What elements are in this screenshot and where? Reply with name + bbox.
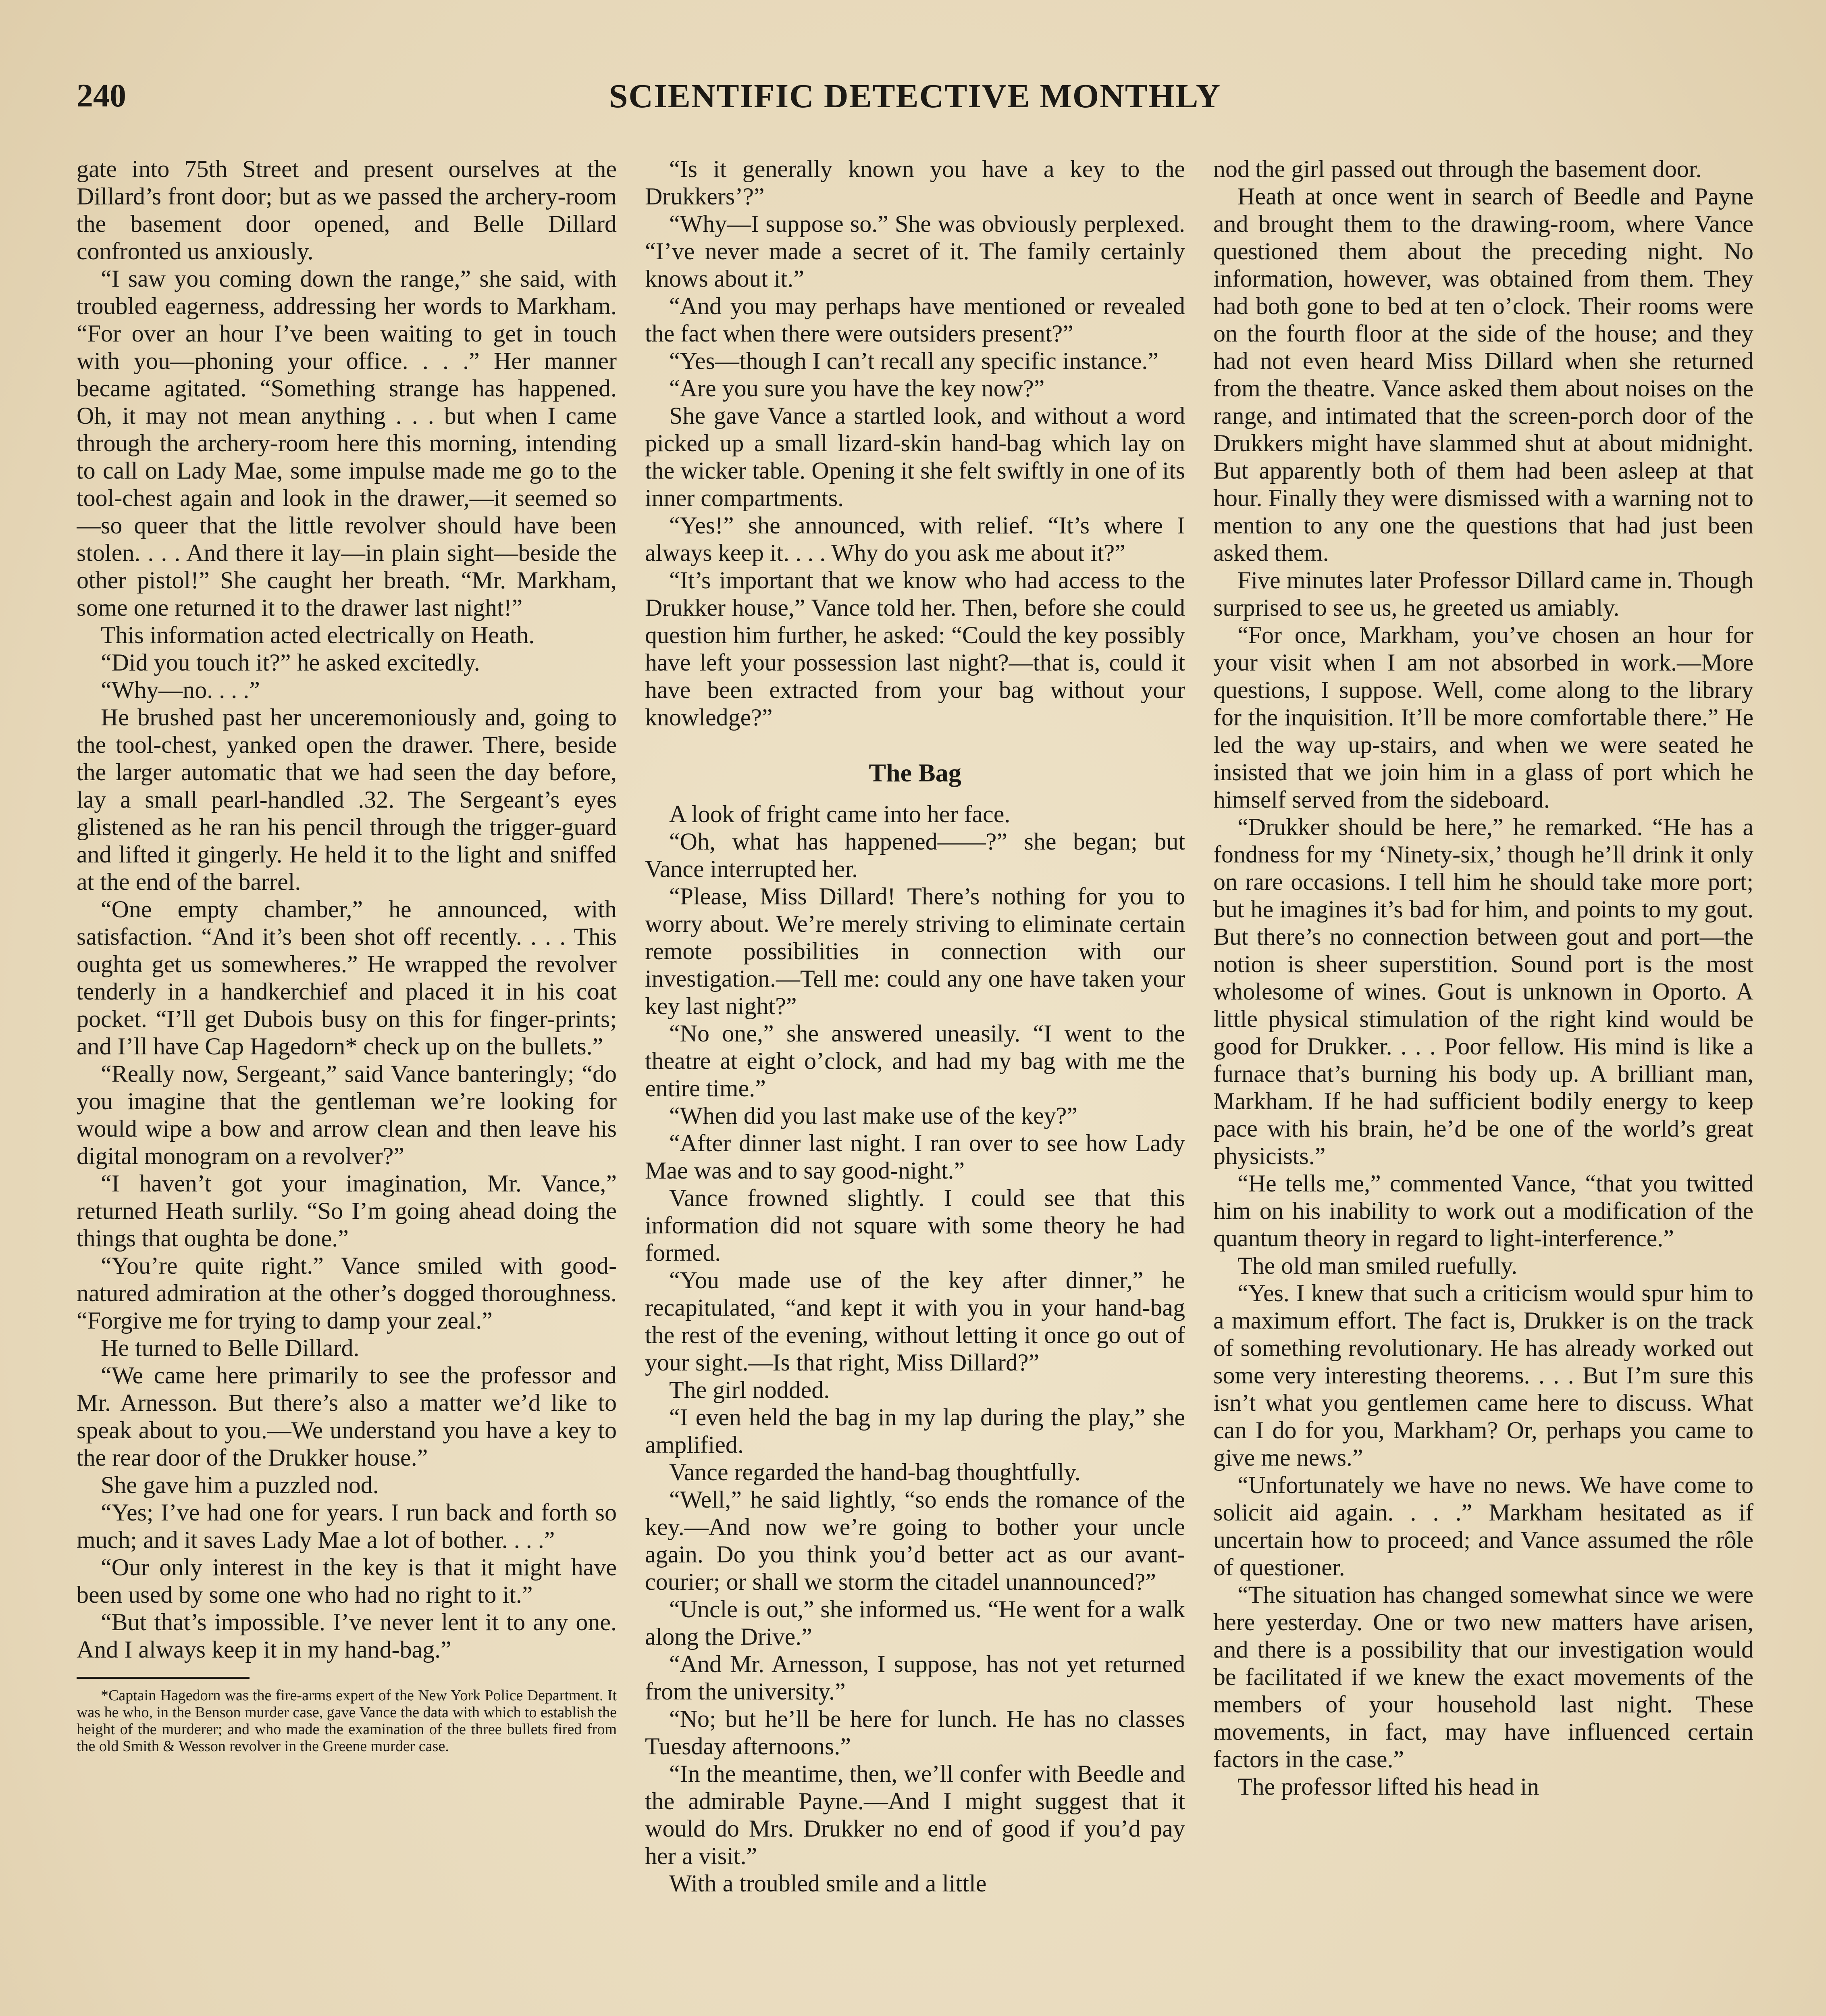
paragraph: She gave him a puzzled nod. — [101, 1472, 379, 1498]
paragraph: Vance frowned slightly. I could see that this information did not square with some theory he had formed. — [645, 1185, 1185, 1266]
paragraph: “Did you touch it?” he asked excitedly. — [101, 649, 480, 676]
paragraph: “I saw you coming down the range,” she said, with troubled eagerness, addressing her words to Markham. “For over an hour I’ve been waiting to get in touch with you—phoning your office. . . .” Her manner became agitated. “Something strange has happened. Oh, it may not mean anything . . . but when I came through the archery-room here this morning, intending to call on Lady Mae, some impulse made me go to the tool-chest again and look in the drawer,—it seemed so—so queer that the little revolver should have been stolen. . . . And there it lay—in plain sight—beside the other pistol!” She caught her breath. “Mr. Markham, some one returned it to the drawer last night!” — [77, 265, 617, 621]
paragraph: “Unfortunately we have no news. We have come to solicit aid again. . . .” Markham hesitated as if uncertain how to proceed; and Vance assumed the rôle of questioner. — [1213, 1472, 1753, 1581]
paragraph: He turned to Belle Dillard. — [101, 1335, 360, 1361]
paragraph: “You made use of the key after dinner,” he recapitulated, “and kept it with you in your hand-bag the rest of the evening, without letting it once go out of your sight.—Is that right, Miss Dillard?” — [645, 1267, 1185, 1376]
paragraph: Heath at once went in search of Beedle and Payne and brought them to the drawing-room, where Vance questioned them about the preceding night. No information, however, was obtained from them. They had both gone to bed at ten o’clock. Their rooms were on the fourth floor at the side of the house; and they had not even heard Miss Dillard when she returned from the theatre. Vance asked them about noises on the range, and intimated that the screen-porch door of the Drukkers might have slammed shut at about midnight. But apparently both of them had been asleep at that hour. Finally they were dismissed with a warning not to mention to any one the questions that had just been asked them. — [1213, 183, 1753, 566]
paragraph: “Oh, what has happened——?” she began; but Vance interrupted her. — [645, 828, 1185, 882]
paragraph: “Really now, Sergeant,” said Vance banteringly; “do you imagine that the gentleman we’re looking for would wipe a bow and arrow clean and then leave his digital monogram on a revolver?” — [77, 1060, 617, 1169]
paragraph: With a troubled smile and a little — [669, 1870, 987, 1897]
paragraph: “Please, Miss Dillard! There’s nothing for you to worry about. We’re merely striving to eliminate certain remote possibilities in connection with our investigation.—Tell me: could any one have taken your key last night?” — [645, 883, 1185, 1019]
column-3 — [1213, 155, 1753, 2016]
paragraph: “Yes. I knew that such a criticism would spur him to a maximum effort. The fact is, Drukker is on the track of something revolutionary. He has already worked out some very interesting theorems. . . . But I’m sure this isn’t what you gentlemen came here to discuss. What can I do for you, Markham? Or, perhaps you came to give me news.” — [1213, 1280, 1753, 1471]
column-2 — [645, 155, 1185, 2016]
paragraph: “He tells me,” commented Vance, “that you twitted him on his inability to work out a modification of the quantum theory in regard to light-interference.” — [1213, 1170, 1753, 1252]
footnote: *Captain Hagedorn was the fire-arms expert of the New York Police Department. It was he who, in the Benson murder case, gave Vance the data with which to establish the height of the murderer; and who made the examination of the three bullets fired from the old Smith & Wesson revolver in the Greene murder case. — [77, 1687, 617, 1755]
paragraph: “After dinner last night. I ran over to see how Lady Mae was and to say good-night.” — [645, 1130, 1185, 1184]
paragraph: gate into 75th Street and present ourselves at the Dillard’s front door; but as we passed the archery-room the basement door opened, and Belle Dillard confronted us anxiously. — [77, 156, 617, 264]
paragraph: “Uncle is out,” she informed us. “He went for a walk along the Drive.” — [645, 1596, 1185, 1650]
paragraph: “Well,” he said lightly, “so ends the romance of the key.—And now we’re going to bother your uncle again. Do you think you’d better act as our avant-courier; or shall we storm the citadel unannounced?” — [645, 1486, 1185, 1595]
page-header — [77, 77, 1753, 121]
paragraph: This information acted electrically on Heath. — [101, 622, 535, 648]
paragraph: “One empty chamber,” he announced, with satisfaction. “And it’s been shot off recently. . . . This oughta get us somewheres.” He wrapped the revolver tenderly in a handkerchief and placed it in his coat pocket. “I’ll get Dubois busy on this for finger-prints; and I’ll have Cap Hagedorn* check up on the bullets.” — [77, 896, 617, 1060]
paragraph: “The situation has changed somewhat since we were here yesterday. One or two new matters have arisen, and there is a possibility that our investigation would be facilitated if we knew the exact movements of the members of your household last night. These movements, in fact, may have influenced certain factors in the case.” — [1213, 1581, 1753, 1772]
paragraph: She gave Vance a startled look, and without a word picked up a small lizard-skin hand-bag which lay on the wicker table. Opening it she felt swiftly in one of its inner compartments. — [645, 402, 1185, 511]
paragraph: “Yes!” she announced, with relief. “It’s where I always keep it. . . . Why do you ask me about it?” — [645, 512, 1185, 566]
paragraph: “I haven’t got your imagination, Mr. Vance,” returned Heath surlily. “So I’m going ahead doing the things that oughta be done.” — [77, 1170, 617, 1252]
paragraph: “And you may perhaps have mentioned or revealed the fact when there were outsiders present?” — [645, 293, 1185, 347]
paragraph: “When did you last make use of the key?” — [669, 1102, 1077, 1129]
text-columns — [77, 155, 1753, 2016]
paragraph: nod the girl passed out through the basement door. — [1213, 156, 1702, 182]
paragraph: A look of fright came into her face. — [669, 801, 1011, 827]
paragraph: Five minutes later Professor Dillard came in. Though surprised to see us, he greeted us amiably. — [1213, 567, 1753, 621]
section-heading: The Bag — [869, 758, 961, 787]
paragraph: “And Mr. Arnesson, I suppose, has not yet returned from the university.” — [645, 1651, 1185, 1705]
paragraph: “Yes; I’ve had one for years. I run back and forth so much; and it saves Lady Mae a lot of bother. . . .” — [77, 1499, 617, 1553]
paragraph: “Why—I suppose so.” She was obviously perplexed. “I’ve never made a secret of it. The family certainly knows about it.” — [645, 210, 1185, 292]
column-1 — [77, 155, 617, 2016]
paragraph: “We came here primarily to see the professor and Mr. Arnesson. But there’s also a matter we’d like to speak about to you.—We understand you have a key to the rear door of the Drukker house.” — [77, 1362, 617, 1471]
paragraph: “You’re quite right.” Vance smiled with good-natured admiration at the other’s dogged thoroughness. “Forgive me for trying to damp your zeal.” — [77, 1252, 617, 1334]
paragraph: Vance regarded the hand-bag thoughtfully. — [669, 1459, 1081, 1485]
paragraph: “I even held the bag in my lap during the play,” she amplified. — [645, 1404, 1185, 1458]
paragraph: “No; but he’ll be here for lunch. He has no classes Tuesday afternoons.” — [645, 1706, 1185, 1760]
paragraph: “Our only interest in the key is that it might have been used by some one who had no right to it.” — [77, 1554, 617, 1608]
footnote-rule — [77, 1677, 250, 1679]
paragraph: The girl nodded. — [669, 1377, 830, 1403]
paragraph: “Why—no. . . .” — [101, 677, 260, 703]
paragraph: The professor lifted his head in — [1237, 1773, 1539, 1800]
paragraph: “No one,” she answered uneasily. “I went to the theatre at eight o’clock, and had my bag with me the entire time.” — [645, 1020, 1185, 1102]
paragraph: “Drukker should be here,” he remarked. “He has a fondness for my ‘Ninety-six,’ though he’ll drink it only on rare occasions. I tell him he should take more port; but he imagines it’s bad for him, and points to my gout. But there’s no connection between gout and port—the notion is sheer superstition. Sound port is the most wholesome of wines. Gout is unknown in Oporto. A little physical stimulation of the right kind would be good for Drukker. . . . Poor fellow. His mind is like a furnace that’s burning his body up. A brilliant man, Markham. If he had sufficient bodily energy to keep pace with his brain, he’d be one of the world’s great physicists.” — [1213, 814, 1753, 1169]
paragraph: “Are you sure you have the key now?” — [669, 375, 1045, 402]
paragraph: “Yes—though I can’t recall any specific instance.” — [669, 348, 1159, 374]
paragraph: “In the meantime, then, we’ll confer with Beedle and the admirable Payne.—And I might suggest that it would do Mrs. Drukker no end of good if you’d pay her a visit.” — [645, 1760, 1185, 1869]
paragraph: “It’s important that we know who had access to the Drukker house,” Vance told her. Then, before she could question him further, he asked: “Could the key possibly have left your possession last night?—that is, could it have been extracted from your bag without your knowledge?” — [645, 567, 1185, 731]
running-head: SCIENTIFIC DETECTIVE MONTHLY — [609, 77, 1221, 115]
page-number: 240 — [77, 77, 126, 114]
paragraph: “For once, Markham, you’ve chosen an hour for your visit when I am not absorbed in work.—More questions, I suppose. Well, come along to the library for the inquisition. It’ll be more comfortable there.” He led the way up-stairs, and when we were seated he insisted that we join him in a glass of port which he himself served from the sideboard. — [1213, 622, 1753, 813]
paragraph: The old man smiled ruefully. — [1237, 1252, 1518, 1279]
paragraph: “But that’s impossible. I’ve never lent it to any one. And I always keep it in my hand-bag.” — [77, 1609, 617, 1663]
paragraph: He brushed past her unceremoniously and, going to the tool-chest, yanked open the drawer. There, beside the larger automatic that we had seen the day before, lay a small pearl-handled .32. The Sergeant’s eyes glistened as he ran his pencil through the trigger-guard and lifted it gingerly. He held it to the light and sniffed at the end of the barrel. — [77, 704, 617, 895]
paragraph: “Is it generally known you have a key to the Drukkers’?” — [645, 156, 1185, 210]
